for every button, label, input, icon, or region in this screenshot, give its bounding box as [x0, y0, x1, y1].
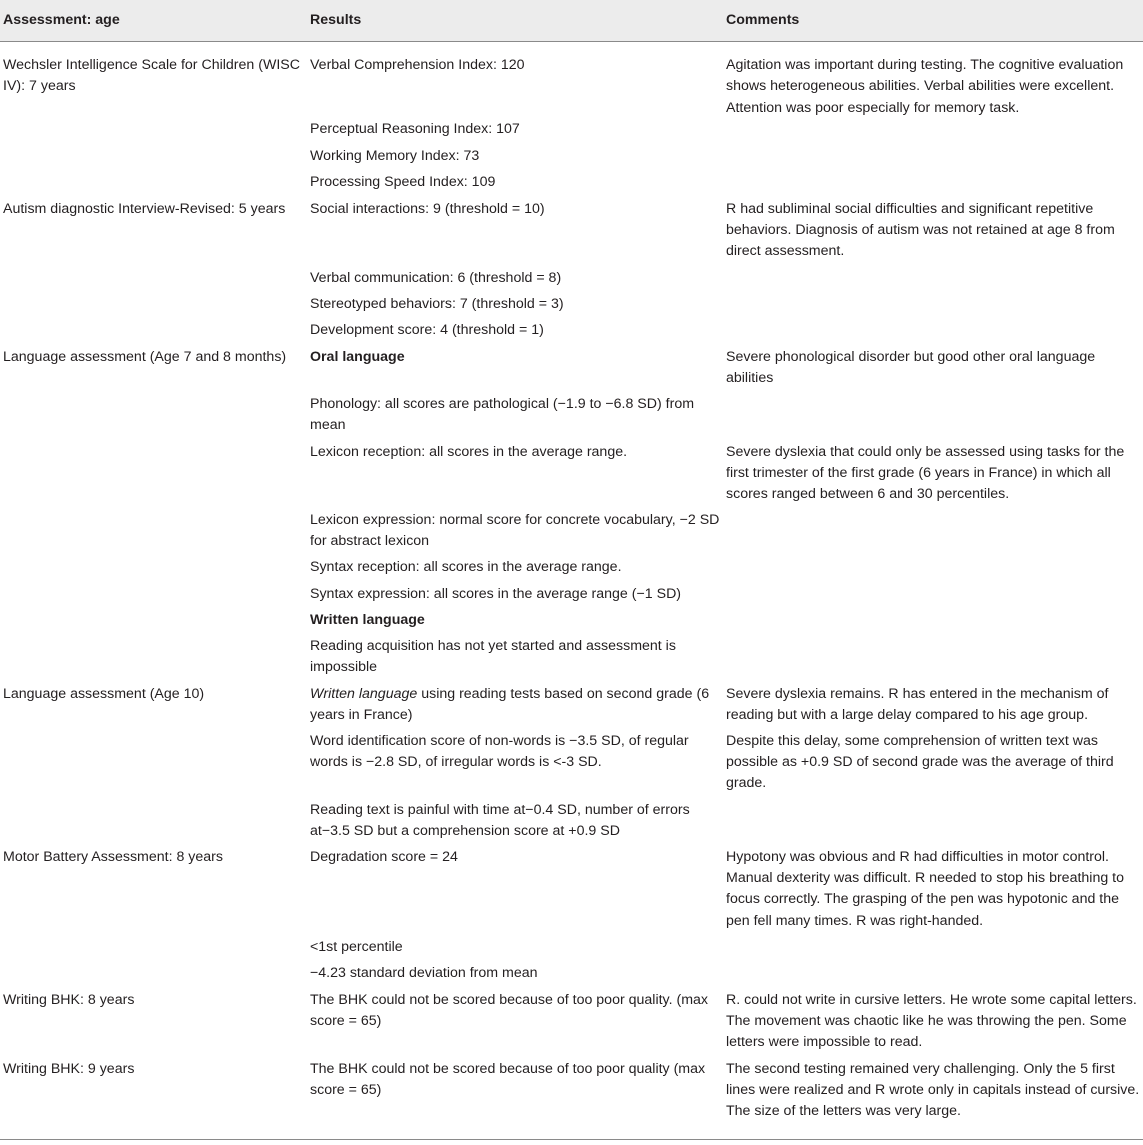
table-row	[0, 42, 1143, 119]
comments-cell-text: Agitation was important during testing. The cognitive evaluation shows heterogeneous abilities. Verbal abilities were excellent. Attention was poor especially for memory task.	[726, 57, 1124, 116]
table-row	[0, 610, 1143, 636]
results-cell	[306, 442, 722, 510]
comments-cell-text: R had subliminal social difficulties and significant repetitive behaviors. Diagnosis of autism was not retained at age 8 from direct assessment.	[726, 200, 1115, 260]
results-cell-text: The BHK could not be scored because of too poor quality. (max score = 65)	[310, 991, 708, 1030]
comments-cell	[722, 294, 1143, 320]
table-row	[0, 268, 1143, 294]
results-cell-text: Syntax expression: all scores in the average range (−1 SD)	[310, 585, 682, 602]
table-row	[0, 937, 1143, 963]
assessment-cell	[0, 684, 306, 731]
comments-cell	[722, 584, 1143, 610]
assessment-cell-text: Language assessment (Age 7 and 8 months)	[3, 348, 287, 365]
assessment-cell	[0, 442, 306, 510]
results-cell	[306, 510, 722, 557]
comments-cell-text: Hypotony was obvious and R had difficulties in motor control. Manual dexterity was difficult. R needed to stop his breathing to focus correctly. The grasping of the pen was hypotonic and the pen fell many times. R was right-handed.	[726, 848, 1125, 929]
comments-cell	[722, 320, 1143, 347]
results-cell	[306, 394, 722, 442]
assessment-cell	[0, 146, 306, 172]
results-cell	[306, 610, 722, 636]
comments-cell	[722, 42, 1143, 119]
results-cell	[306, 347, 722, 394]
results-cell	[306, 684, 722, 731]
table-row	[0, 119, 1143, 146]
results-cell-text: <1st percentile	[310, 938, 403, 955]
results-cell-text: Working Memory Index: 73	[310, 147, 480, 164]
results-cell-text: Processing Speed Index: 109	[310, 173, 496, 190]
comments-cell-text: Severe phonological disorder but good other oral language abilities	[726, 348, 1096, 387]
comments-cell	[722, 172, 1143, 199]
table-row	[0, 1059, 1143, 1140]
table-row	[0, 510, 1143, 557]
assessment-cell	[0, 990, 306, 1059]
table-row	[0, 557, 1143, 584]
assessment-cell	[0, 199, 306, 268]
comments-cell	[722, 146, 1143, 172]
comments-cell	[722, 557, 1143, 584]
assessment-cell	[0, 1059, 306, 1140]
results-cell-text: Lexicon expression: normal score for concrete vocabulary, −2 SD for abstract lexicon	[310, 511, 720, 550]
results-cell	[306, 199, 722, 268]
header-assessment: Assessment: age	[0, 0, 306, 42]
results-cell-text: Social interactions: 9 (threshold = 10)	[310, 200, 545, 217]
assessment-cell	[0, 800, 306, 847]
results-cell	[306, 268, 722, 294]
table-bottom-rule	[0, 1139, 1143, 1141]
comments-cell	[722, 347, 1143, 394]
results-cell	[306, 990, 722, 1059]
assessment-cell	[0, 963, 306, 990]
results-cell-text: Verbal Comprehension Index: 120	[310, 57, 525, 73]
assessment-cell	[0, 172, 306, 199]
results-cell-text: Reading text is painful with time at−0.4 SD, number of errors at−3.5 SD but a comprehension score at +0.9 SD	[310, 801, 690, 840]
table-row	[0, 584, 1143, 610]
results-cell	[306, 119, 722, 146]
comments-cell	[722, 199, 1143, 268]
assessment-cell-text: Autism diagnostic Interview-Revised: 5 years	[3, 200, 286, 217]
assessment-cell	[0, 42, 306, 119]
comments-cell	[722, 394, 1143, 442]
results-cell	[306, 937, 722, 963]
results-cell-text: Degradation score = 24	[310, 848, 458, 865]
assessment-cell	[0, 320, 306, 347]
header-results: Results	[306, 0, 722, 42]
table-row	[0, 442, 1143, 510]
results-cell-text: Development score: 4 (threshold = 1)	[310, 321, 544, 338]
results-cell-text-tail: using reading tests based on second grade (6 years in France)	[310, 685, 710, 724]
table-row	[0, 636, 1143, 684]
assessment-cell	[0, 584, 306, 610]
comments-cell-text: Despite this delay, some comprehension of written text was possible as +0.9 SD of second grade was the average of third grade.	[726, 732, 1114, 792]
table-row	[0, 294, 1143, 320]
comments-cell	[722, 268, 1143, 294]
comments-cell-text: Severe dyslexia that could only be assessed using tasks for the first trimester of the first grade (6 years in France) in which all scores ranged between 6 and 30 percentiles.	[726, 443, 1125, 503]
table-row	[0, 684, 1143, 731]
assessment-cell	[0, 731, 306, 800]
results-cell-text: Word identification score of non-words is −3.5 SD, of regular words is −2.8 SD, of irregular words is <-3 SD.	[310, 732, 689, 771]
comments-cell-text: The second testing remained very challenging. Only the 5 first lines were realized and R wrote only in capitals instead of cursive. The size of the letters was very large.	[726, 1060, 1140, 1120]
results-cell	[306, 320, 722, 347]
table-row	[0, 347, 1143, 394]
table-row	[0, 963, 1143, 990]
results-cell	[306, 800, 722, 847]
assessment-cell	[0, 847, 306, 937]
assessment-cell-text: Wechsler Intelligence Scale for Children (WISC IV): 7 years	[3, 57, 301, 95]
results-cell	[306, 1059, 722, 1140]
results-cell	[306, 584, 722, 610]
table-row	[0, 394, 1143, 442]
assessment-cell	[0, 610, 306, 636]
results-cell	[306, 294, 722, 320]
results-cell-text: Written language	[310, 685, 418, 702]
assessment-cell	[0, 937, 306, 963]
table-row	[0, 146, 1143, 172]
comments-cell	[722, 610, 1143, 636]
results-cell	[306, 146, 722, 172]
results-cell	[306, 731, 722, 800]
results-cell	[306, 172, 722, 199]
table-row	[0, 847, 1143, 937]
results-cell	[306, 636, 722, 684]
table-row	[0, 320, 1143, 347]
assessment-cell	[0, 268, 306, 294]
table-row	[0, 990, 1143, 1059]
table-row	[0, 172, 1143, 199]
assessment-cell	[0, 119, 306, 146]
assessment-cell	[0, 636, 306, 684]
results-cell-text: Lexicon reception: all scores in the average range.	[310, 443, 628, 460]
results-cell	[306, 557, 722, 584]
results-cell	[306, 963, 722, 990]
results-cell-text: Reading acquisition has not yet started and assessment is impossible	[310, 637, 676, 676]
comments-cell	[722, 937, 1143, 963]
assessment-cell-text: Writing BHK: 9 years	[3, 1060, 135, 1077]
results-cell-text: Written language	[310, 611, 425, 628]
comments-cell	[722, 963, 1143, 990]
assessment-cell	[0, 510, 306, 557]
comments-cell	[722, 510, 1143, 557]
table-body	[0, 42, 1143, 1140]
results-cell-text: Syntax reception: all scores in the average range.	[310, 558, 622, 575]
results-cell-text: Verbal communication: 6 (threshold = 8)	[310, 269, 562, 286]
results-cell-text: Stereotyped behaviors: 7 (threshold = 3)	[310, 295, 564, 312]
comments-cell	[722, 800, 1143, 847]
results-cell-text: The BHK could not be scored because of too poor quality (max score = 65)	[310, 1060, 706, 1099]
assessment-cell	[0, 394, 306, 442]
table-row	[0, 199, 1143, 268]
comments-cell	[722, 636, 1143, 684]
results-cell	[306, 847, 722, 937]
assessment-cell	[0, 294, 306, 320]
comments-cell	[722, 442, 1143, 510]
assessment-cell-text: Motor Battery Assessment: 8 years	[3, 848, 223, 865]
table-row	[0, 731, 1143, 800]
comments-cell-text: R. could not write in cursive letters. He wrote some capital letters. The movement was chaotic like he was throwing the pen. Some letters were impossible to read.	[726, 991, 1137, 1051]
results-cell-text: Oral language	[310, 348, 405, 365]
results-cell-text: −4.23 standard deviation from mean	[310, 964, 538, 981]
results-cell	[306, 42, 722, 119]
assessment-cell	[0, 557, 306, 584]
results-cell-text: Phonology: all scores are pathological (−1.9 to −6.8 SD) from mean	[310, 395, 695, 434]
comments-cell	[722, 847, 1143, 937]
comments-cell-text: Severe dyslexia remains. R has entered in the mechanism of reading but with a large delay compared to his age group.	[726, 685, 1109, 724]
assessment-cell	[0, 347, 306, 394]
comments-cell	[722, 119, 1143, 146]
comments-cell	[722, 990, 1143, 1059]
table-row	[0, 800, 1143, 847]
comments-cell	[722, 1059, 1143, 1140]
header-comments: Comments	[722, 0, 1143, 42]
results-cell-text: Perceptual Reasoning Index: 107	[310, 120, 520, 137]
assessment-cell-text: Writing BHK: 8 years	[3, 991, 135, 1008]
comments-cell	[722, 731, 1143, 800]
table-header-row	[0, 0, 1143, 42]
assessment-cell-text: Language assessment (Age 10)	[3, 685, 205, 702]
comments-cell	[722, 684, 1143, 731]
